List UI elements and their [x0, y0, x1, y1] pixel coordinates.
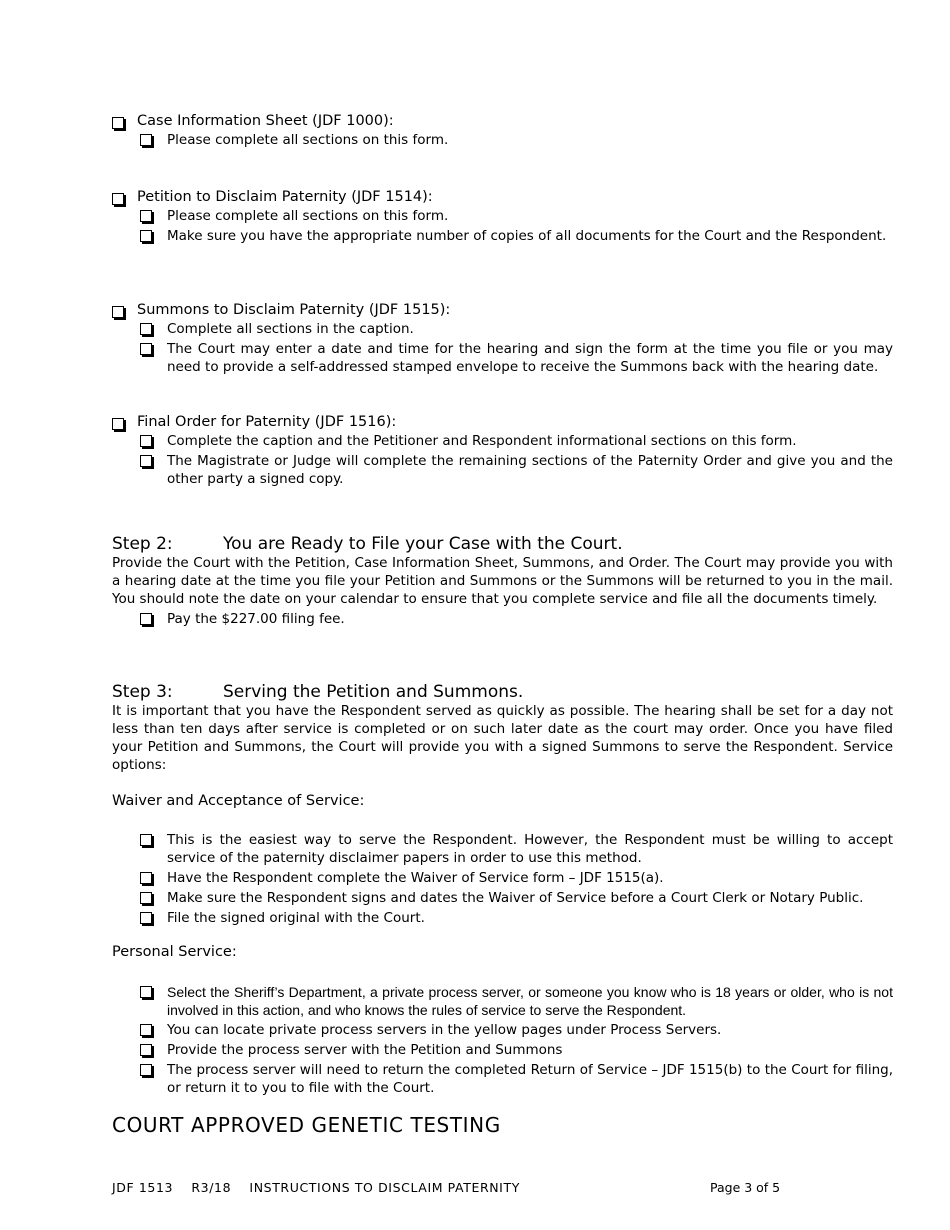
- checkbox-icon[interactable]: [140, 1064, 152, 1076]
- form-section-final-order: [112, 414, 893, 488]
- checkbox-icon[interactable]: [140, 613, 152, 625]
- list-item: The Magistrate or Judge will complete the remaining sections of the Paternity Order and give you and the other party a signed copy.: [140, 452, 893, 488]
- form-section-summons: [112, 302, 893, 376]
- step-heading: Step 2: You are Ready to File your Case with the Court.: [112, 534, 623, 554]
- list-item: The Court may enter a date and time for the hearing and sign the form at the time you file or you may need to provide a self-addressed stamped envelope to receive the Summons back with the hearing date.: [140, 340, 893, 376]
- list-item: Select the Sheriff’s Department, a private process server, or someone you know who is 18 years or older, who is not involved in this action, and who knows the rules of service to serve the Respondent.: [140, 983, 893, 1019]
- list-item: The process server will need to return the completed Return of Service – JDF 1515(b) to the Court for filing, or return it to you to file with the Court.: [140, 1061, 893, 1097]
- step-paragraph: It is important that you have the Respondent served as quickly as possible. The hearing shall be set for a day not less than ten days after service is completed or on such later date as the court may order. Once you have filed your Petition and Summons, the Court will provide you with a signed Summons to serve the Respondent. Service options:: [112, 703, 893, 773]
- checkbox-icon[interactable]: [140, 892, 152, 904]
- checkbox-icon[interactable]: [140, 323, 152, 335]
- step-paragraph: Provide the Court with the Petition, Case Information Sheet, Summons, and Order. The Court may provide you with a hearing date at the time you file your Petition and Summons or the Summons will be returned to you in the mail. You should note the date on your calendar to ensure that you complete service and file all the documents timely.: [112, 555, 893, 607]
- list-item: You can locate private process servers in the yellow pages under Process Servers.: [140, 1021, 893, 1039]
- footer-form-id: JDF 1513 R3/18 INSTRUCTIONS TO DISCLAIM PATERNITY: [112, 1180, 520, 1195]
- list-item: Provide the process server with the Petition and Summons: [140, 1041, 893, 1059]
- checkbox-icon[interactable]: [140, 230, 152, 242]
- form-heading: Final Order for Paternity (JDF 1516):: [112, 414, 893, 430]
- waiver-heading: Waiver and Acceptance of Service:: [112, 793, 365, 809]
- page-number: Page 3 of 5: [710, 1180, 781, 1195]
- list-item: Have the Respondent complete the Waiver of Service form – JDF 1515(a).: [140, 869, 893, 887]
- list-item: Complete all sections in the caption.: [140, 320, 893, 338]
- checkbox-icon[interactable]: [140, 986, 152, 998]
- step-heading: Step 3: Serving the Petition and Summons.: [112, 682, 524, 702]
- list-item: Make sure you have the appropriate number of copies of all documents for the Court and the Respondent.: [140, 227, 893, 245]
- list-item: This is the easiest way to serve the Respondent. However, the Respondent must be willing to accept service of the paternity disclaimer papers in order to use this method.: [140, 831, 893, 867]
- list-item: File the signed original with the Court.: [140, 909, 893, 927]
- list-item: Pay the $227.00 filing fee.: [140, 610, 893, 628]
- checkbox-icon[interactable]: [140, 834, 152, 846]
- checkbox-icon[interactable]: [112, 306, 124, 318]
- checkbox-icon[interactable]: [140, 912, 152, 924]
- list-item: Complete the caption and the Petitioner and Respondent informational sections on this form.: [140, 432, 893, 450]
- checkbox-icon[interactable]: [112, 193, 124, 205]
- form-section-petition: [112, 189, 893, 245]
- list-item: Please complete all sections on this form.: [140, 207, 893, 225]
- form-heading: Summons to Disclaim Paternity (JDF 1515):: [112, 302, 893, 318]
- checkbox-icon[interactable]: [140, 1044, 152, 1056]
- page-footer: [112, 1180, 792, 1195]
- checkbox-icon[interactable]: [140, 872, 152, 884]
- list-item: Make sure the Respondent signs and dates the Waiver of Service before a Court Clerk or Notary Public.: [140, 889, 893, 907]
- checkbox-icon[interactable]: [140, 343, 152, 355]
- checkbox-icon[interactable]: [140, 210, 152, 222]
- step-2-section: [112, 534, 893, 628]
- checkbox-icon[interactable]: [140, 134, 152, 146]
- checkbox-icon[interactable]: [140, 455, 152, 467]
- checkbox-icon[interactable]: [112, 117, 124, 129]
- personal-service-heading: Personal Service:: [112, 944, 237, 960]
- list-item: Please complete all sections on this form.: [140, 131, 893, 149]
- genetic-testing-title: COURT APPROVED GENETIC TESTING: [112, 1113, 501, 1137]
- form-heading: Petition to Disclaim Paternity (JDF 1514):: [112, 189, 893, 205]
- checkbox-icon[interactable]: [140, 1024, 152, 1036]
- form-section-case-information: [112, 113, 893, 149]
- checkbox-icon[interactable]: [140, 435, 152, 447]
- form-heading: Case Information Sheet (JDF 1000):: [112, 113, 893, 129]
- waiver-list: [112, 829, 893, 927]
- checkbox-icon[interactable]: [112, 418, 124, 430]
- step-3-section: [112, 682, 893, 774]
- personal-service-list: [112, 981, 893, 1097]
